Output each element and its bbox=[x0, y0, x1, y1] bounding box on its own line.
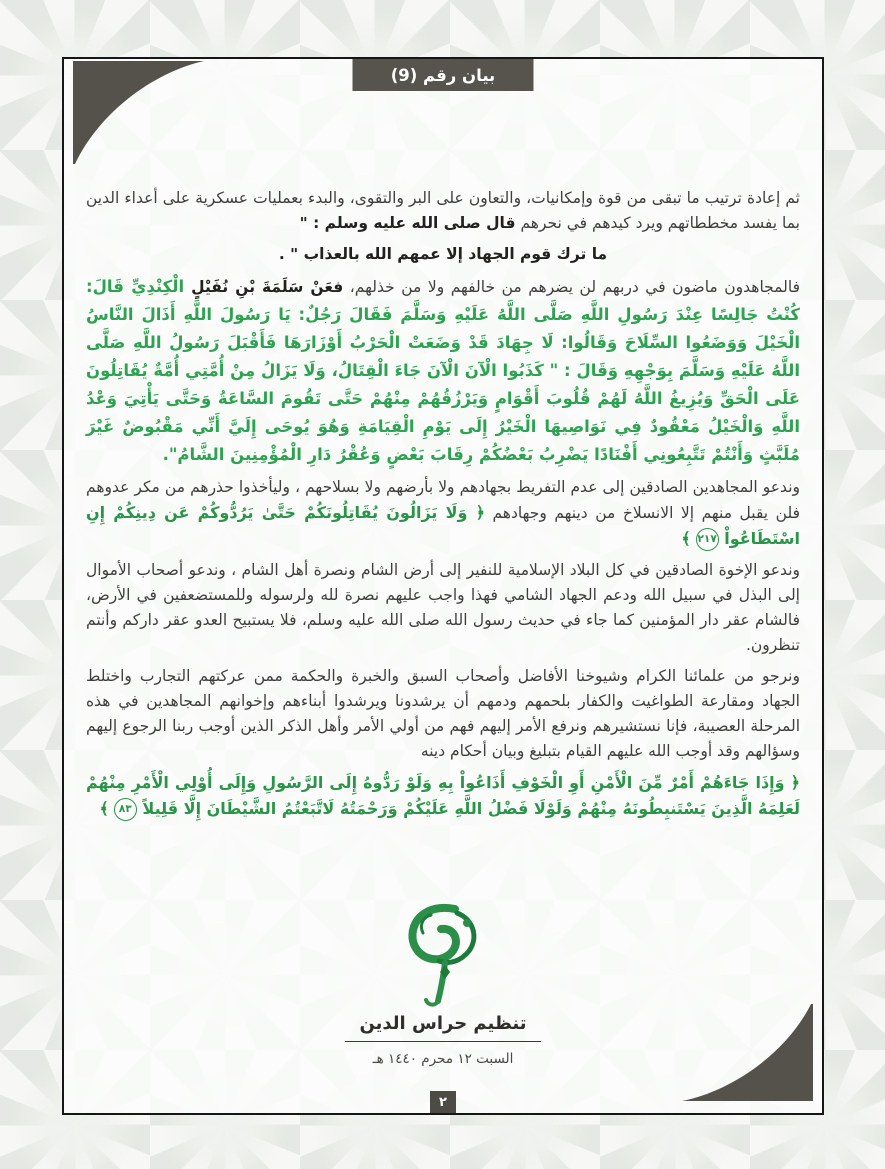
statement-number-title: بيان رقم (9) bbox=[390, 65, 496, 85]
page-frame bbox=[62, 57, 824, 1115]
paragraph-text: فالمجاهدون ماضون في دربهم لن يضرهم من خالفهم ولا من خذلهم، bbox=[343, 278, 800, 296]
quran-verse-4-83: ﴿ وَإِذَا جَاءَهُمْ أَمْرٌ مِّنَ الْأَمْنِ أَوِ الْخَوْفِ أَذَاعُواْ بِهِ وَلَوْ رَدُّوهُ إِلَى الرَّسُولِ وَإِلَى أُوْلِي الْأَمْرِ مِنْهُمْ لَعَلِمَهُ الَّذِينَ يَسْتَنبِطُونَهُ مِنْهُمْ وَلَوْلَا فَضْلُ اللَّهِ عَلَيْكُمْ وَرَحْمَتُهُ لَاتَّبَعْتُمُ الشَّيْطَانَ إِلَّا قَلِيلاً bbox=[86, 773, 800, 818]
statement-body bbox=[64, 59, 822, 828]
statement-date: السبت ١٢ محرم ١٤٤٠ هـ bbox=[372, 1051, 514, 1067]
paragraph-mujahideen-hadith bbox=[86, 273, 800, 469]
paragraph-call-to-sham: وندعو الإخوة الصادقين في كل البلاد الإسلامية للنفير إلى أرض الشام ونصرة أهل الشام ، وندعو أصحاب الأموال إلى البذل في سبيل الله ودعم الجهاد الشامي فهذا واجب عليهم نصرة لله ولرسوله وللمستضعفين في الأرض، فالشام عقر دار المؤمنين كما جاء في حديث رسول الله صلى الله عليه وسلم، فلا يستبيح العدو عقر داركم وأنتم تنظرون. bbox=[86, 561, 800, 654]
ornate-bracket-close: ﴾ bbox=[681, 529, 691, 548]
paragraph-reorganization bbox=[86, 186, 800, 236]
organization-name-row bbox=[64, 1013, 822, 1042]
verse-number-badge: ٢١٧ bbox=[696, 528, 719, 551]
hadith-narrator: فعَنْ سَلَمَةَ بْنِ نُفَيْلٍ bbox=[184, 278, 344, 296]
hurras-aldin-logo-icon bbox=[393, 903, 493, 1007]
quran-verse-2-217: ﴿ وَلَا يَزَالُونَ يُقَاتِلُونَكُمْ حَتَّىٰ يَرُدُّوكُمْ عَن دِينِكُمْ إِنِ اسْتَطَاعُواْ bbox=[86, 503, 800, 548]
footer bbox=[64, 903, 822, 1067]
paragraph-text: ثم إعادة ترتيب ما تبقى من قوة وإمكانيات، والتعاون على البر والتقوى، والبدء بعمليات عسكرية على أعداء الدين بما يفسد مخططاتهم ويرد كيدهم في نحرهم bbox=[86, 189, 800, 232]
organization-name: تنظيم حراس الدين bbox=[345, 1013, 540, 1042]
page-number-badge: ٢ bbox=[430, 1091, 456, 1113]
prophet-said-label: قال صلى الله عليه وسلم : " bbox=[299, 214, 516, 232]
hadith-quote-centered: ما ترك قوم الجهاد إلا عمهم الله بالعذاب " . bbox=[278, 245, 608, 263]
verse-number-badge: ٨٣ bbox=[114, 798, 137, 821]
paragraph-warning-with-verse bbox=[86, 475, 800, 552]
quran-verse-4-83-block bbox=[86, 770, 800, 822]
hadith-salamah-text: الْكِنْدِيِّ قَالَ: كُنْتُ جَالِسًا عِنْدَ رَسُولِ اللَّهِ صَلَّى اللَّهُ عَلَيْهِ وَسَلَّمَ فَقَالَ رَجُلٌ: يَا رَسُولَ اللَّهِ أَذَالَ النَّاسُ الْخَيْلَ وَوَضَعُوا السِّلَاحَ وَقَالُوا: لَا جِهَادَ قَدْ وَضَعَتْ الْحَرْبُ أَوْزَارَهَا فَأَقْبَلَ رَسُولُ اللَّهِ صَلَّى اللَّهُ عَلَيْهِ وَسَلَّمَ بِوَجْهِهِ وَقَالَ : " كَذَبُوا الْآنَ الْآنَ جَاءَ الْقِتَالُ، وَلَا يَزَالُ مِنْ أُمَّتِي أُمَّةٌ يُقَاتِلُونَ عَلَى الْحَقِّ وَيُزِيغُ اللَّهُ لَهُمْ قُلُوبَ أَقْوَامٍ وَيَرْزُقُهُمْ مِنْهُمْ حَتَّى تَقُومَ السَّاعَةُ وَحَتَّى يَأْتِيَ وَعْدُ اللَّهِ وَالْخَيْلُ مَعْقُودٌ فِي نَوَاصِيهَا الْخَيْرُ إِلَى يَوْمِ الْقِيَامَةِ وَهُوَ يُوحَى إِلَيَّ أَنِّي مَقْبُوضٌ غَيْرَ مُلَبَّثٍ وَأَنْتُمْ تَتَّبِعُونِي أَفْنَادًا يَضْرِبُ بَعْضُكُمْ رِقَابَ بَعْضٍ وَعُقْرُ دَارِ الْمُؤْمِنِينَ الشَّامُ". bbox=[86, 277, 800, 464]
ornate-bracket-close: ﴾ bbox=[99, 799, 109, 818]
paragraph-text: وندعو المجاهدين الصادقين إلى عدم التفريط بجهادهم ولا بأرضهم ولا بسلاحهم ، وليأخذوا حذرهم من مكر عدوهم فلن يقبل منهم إلا الانسلاخ من دينهم وجهادهم bbox=[86, 478, 800, 522]
paragraph-scholars-request: ونرجو من علمائنا الكرام وشيوخنا الأفاضل وأصحاب السبق والخبرة والحكمة ممن عركتهم التجارب واختلط الجهاد ومقارعة الطواغيت والكفار بلحمهم ودمهم أن يرشدونا ويرشدوا أبناءهم وإخوانهم المجاهدين في هذه المرحلة العصيبة، فإنا نستشيرهم ونرفع الأمر إليهم فهم من أولي الأمر وأهل الذكر الذين أوجب ربنا الرجوع إليهم وسؤالهم وقد أوجب الله عليهم القيام بتبليغ وبيان أحكام دينه bbox=[86, 667, 800, 760]
